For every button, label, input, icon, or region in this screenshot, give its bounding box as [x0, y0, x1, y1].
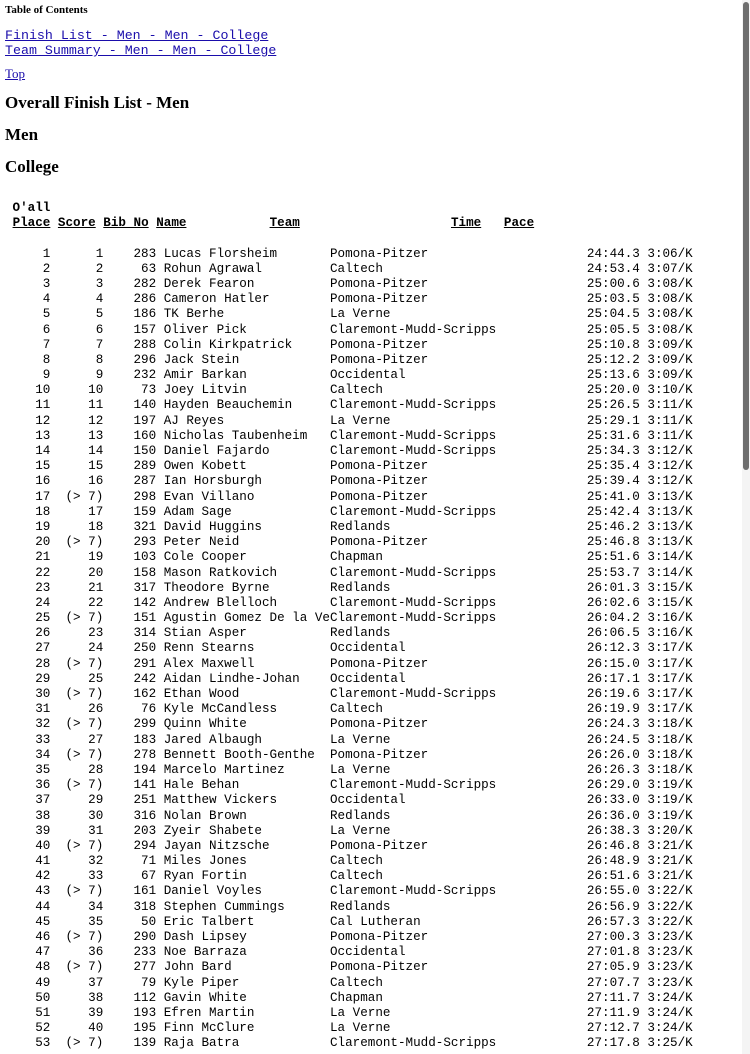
header-spacer	[5, 231, 693, 246]
col-pace: Pace	[503, 216, 535, 231]
table-row: 4 4 286 Cameron Hatler Pomona-Pitzer 25:03.5 3:08/K	[5, 292, 693, 307]
col-score: Score	[57, 216, 96, 231]
section-heading-college: College	[5, 157, 59, 176]
table-row: 46 (> 7) 290 Dash Lipsey Pomona-Pitzer 27:00.3 3:23/K	[5, 930, 693, 944]
table-row: 12 12 197 AJ Reyes La Verne 25:29.1 3:11/K	[5, 413, 693, 428]
table-row: 11 11 140 Hayden Beauchemin Claremont-Mudd-Scripps 25:26.5 3:11/K	[5, 398, 693, 413]
col-time: Time	[450, 216, 482, 231]
toc-title: Table of Contents	[5, 4, 88, 16]
table-row: 45 35 50 Eric Talbert Cal Lutheran 26:57.3 3:22/K	[5, 914, 693, 929]
table-row: 6 6 157 Oliver Pick Claremont-Mudd-Scripps 25:05.5 3:08/K	[5, 322, 693, 337]
table-row: 10 10 73 Joey Litvin Caltech 25:20.0 3:10/K	[5, 383, 693, 398]
table-row: 21 19 103 Cole Cooper Chapman 25:51.6 3:14/K	[5, 550, 693, 565]
col-team: Team	[269, 216, 300, 231]
table-row: 27 24 250 Renn Stearns Occidental 26:12.3 3:17/K	[5, 641, 693, 656]
results-table	[5, 201, 693, 1052]
table-row: 43 (> 7) 161 Daniel Voyles Claremont-Mudd-Scripps 26:55.0 3:22/K	[5, 884, 693, 899]
col-name: Name	[156, 216, 187, 231]
header-columns	[5, 216, 693, 231]
table-row: 50 38 112 Gavin White Chapman 27:11.7 3:24/K	[5, 990, 693, 1005]
table-row: 39 31 203 Zyeir Shabete La Verne 26:38.3 3:20/K	[5, 823, 693, 838]
table-row: 30 (> 7) 162 Ethan Wood Claremont-Mudd-Scripps 26:19.6 3:17/K	[5, 687, 693, 701]
table-row: 42 33 67 Ryan Fortin Caltech 26:51.6 3:21/K	[5, 869, 693, 884]
table-row: 18 17 159 Adam Sage Claremont-Mudd-Scripps 25:42.4 3:13/K	[5, 504, 693, 519]
table-row: 5 5 186 TK Berhe La Verne 25:04.5 3:08/K	[5, 307, 693, 322]
table-row: 40 (> 7) 294 Jayan Nitzsche Pomona-Pitzer 26:46.8 3:21/K	[5, 838, 693, 853]
scrollbar-thumb[interactable]	[743, 2, 749, 470]
table-row: 15 15 289 Owen Kobett Pomona-Pitzer 25:35.4 3:12/K	[5, 459, 693, 474]
header-oall: O'all	[5, 201, 51, 215]
col-bib: Bib No	[103, 216, 149, 231]
table-row: 17 (> 7) 298 Evan Villano Pomona-Pitzer 25:41.0 3:13/K	[5, 489, 693, 504]
table-row: 52 40 195 Finn McClure La Verne 27:12.7 3:24/K	[5, 1021, 693, 1036]
table-row: 24 22 142 Andrew Blelloch Claremont-Mudd-Scripps 26:02.6 3:15/K	[5, 595, 693, 610]
table-row: 13 13 160 Nicholas Taubenheim Claremont-Mudd-Scripps 25:31.6 3:11/K	[5, 428, 693, 443]
section-heading-men: Men	[5, 125, 39, 144]
results-rows	[5, 247, 693, 1052]
table-row: 47 36 233 Noe Barraza Occidental 27:01.8 3:23/K	[5, 945, 693, 960]
col-place: Place	[12, 216, 51, 231]
scrollbar[interactable]	[742, 0, 750, 1054]
toc-link-team-summary[interactable]: Team_Summary - Men - Men - College	[5, 43, 277, 58]
table-row: 41 32 71 Miles Jones Caltech 26:48.9 3:21/K	[5, 854, 693, 869]
table-row: 3 3 282 Derek Fearon Pomona-Pitzer 25:00.6 3:08/K	[5, 276, 693, 291]
table-row: 38 30 316 Nolan Brown Redlands 26:36.0 3:19/K	[5, 808, 693, 823]
table-row: 49 37 79 Kyle Piper Caltech 27:07.7 3:23/K	[5, 975, 693, 990]
table-row: 53 (> 7) 139 Raja Batra Claremont-Mudd-Scripps 27:17.8 3:25/K	[5, 1036, 693, 1051]
table-row: 51 39 193 Efren Martin La Verne 27:11.9 3:24/K	[5, 1005, 693, 1020]
table-row: 32 (> 7) 299 Quinn White Pomona-Pitzer 26:24.3 3:18/K	[5, 717, 693, 732]
table-row: 37 29 251 Matthew Vickers Occidental 26:33.0 3:19/K	[5, 793, 693, 808]
table-row: 20 (> 7) 293 Peter Neid Pomona-Pitzer 25:46.8 3:13/K	[5, 535, 693, 550]
table-row: 14 14 150 Daniel Fajardo Claremont-Mudd-Scripps 25:34.3 3:12/K	[5, 444, 693, 458]
table-row: 22 20 158 Mason Ratkovich Claremont-Mudd-Scripps 25:53.7 3:14/K	[5, 565, 693, 580]
table-row: 2 2 63 Rohun Agrawal Caltech 24:53.4 3:07/K	[5, 261, 693, 276]
table-row: 8 8 296 Jack Stein Pomona-Pitzer 25:12.2 3:09/K	[5, 352, 693, 367]
table-row: 33 27 183 Jared Albaugh La Verne 26:24.5 3:18/K	[5, 732, 693, 747]
table-row: 1 1 283 Lucas Florsheim Pomona-Pitzer 24:44.3 3:06/K	[5, 246, 693, 261]
table-row: 35 28 194 Marcelo Martinez La Verne 26:26.3 3:18/K	[5, 762, 693, 777]
table-row: 44 34 318 Stephen Cummings Redlands 26:56.9 3:22/K	[5, 899, 693, 914]
table-row: 36 (> 7) 141 Hale Behan Claremont-Mudd-Scripps 26:29.0 3:19/K	[5, 778, 693, 793]
table-row: 28 (> 7) 291 Alex Maxwell Pomona-Pitzer 26:15.0 3:17/K	[5, 656, 693, 671]
table-row: 7 7 288 Colin Kirkpatrick Pomona-Pitzer 25:10.8 3:09/K	[5, 337, 693, 352]
toc-link-finish-list[interactable]: Finish_List - Men - Men - College	[5, 28, 269, 43]
table-row: 9 9 232 Amir Barkan Occidental 25:13.6 3:09/K	[5, 368, 693, 383]
table-row: 29 25 242 Aidan Lindhe-Johan Occidental 26:17.1 3:17/K	[5, 671, 693, 686]
table-row: 16 16 287 Ian Horsburgh Pomona-Pitzer 25:39.4 3:12/K	[5, 474, 693, 489]
top-link[interactable]: Top	[5, 66, 26, 81]
table-row: 19 18 321 David Huggins Redlands 25:46.2 3:13/K	[5, 519, 693, 534]
page-title: Overall Finish List - Men	[5, 93, 190, 112]
table-row: 23 21 317 Theodore Byrne Redlands 26:01.3 3:15/K	[5, 580, 693, 595]
toc-links	[5, 28, 276, 58]
table-row: 25 (> 7) 151 Agustin Gomez De la VeClaremont-Mudd-Scripps 26:04.2 3:16/K	[5, 611, 693, 626]
table-row: 48 (> 7) 277 John Bard Pomona-Pitzer 27:05.9 3:23/K	[5, 960, 693, 975]
table-row: 31 26 76 Kyle McCandless Caltech 26:19.9 3:17/K	[5, 702, 693, 717]
table-row: 34 (> 7) 278 Bennett Booth-Genthe Pomona-Pitzer 26:26.0 3:18/K	[5, 747, 693, 762]
table-row: 26 23 314 Stian Asper Redlands 26:06.5 3:16/K	[5, 626, 693, 641]
